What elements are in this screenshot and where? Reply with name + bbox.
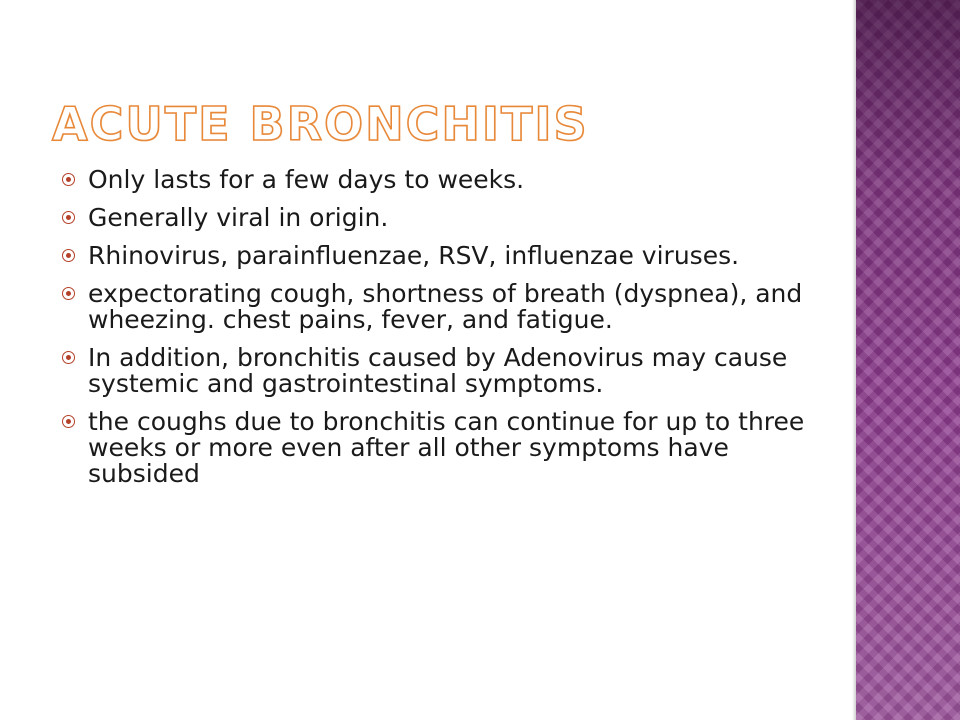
bullet-item [62,281,822,333]
bullet-text: the coughs due to bronchitis can continue for up to three weeks or more even after all other symptoms have subsided [88,407,805,488]
bullet-item [62,409,822,487]
bullet-item [62,345,822,397]
bullet-item [62,167,822,193]
bullet-item [62,205,822,231]
circled-dot-bullet-icon [62,249,75,262]
circled-dot-bullet-icon [62,211,75,224]
bullet-list [62,167,822,499]
circled-dot-bullet-icon [62,415,75,428]
bullet-text: Rhinovirus, parainfluenzae, RSV, influenzae viruses. [88,241,740,270]
bullet-text: In addition, bronchitis caused by Adenovirus may cause systemic and gastrointestinal symptoms. [88,343,788,398]
circled-dot-bullet-icon [62,351,75,364]
bullet-text: Only lasts for a few days to weeks. [88,165,525,194]
bullet-item [62,243,822,269]
circled-dot-bullet-icon [62,173,75,186]
decorative-side-band [856,0,960,720]
circled-dot-bullet-icon [62,287,75,300]
slide-title: ACUTE BRONCHITIS [52,97,589,151]
bullet-text: expectorating cough, shortness of breath (dyspnea), and wheezing. chest pains, fever, and fatigue. [88,279,803,334]
bullet-text: Generally viral in origin. [88,203,389,232]
